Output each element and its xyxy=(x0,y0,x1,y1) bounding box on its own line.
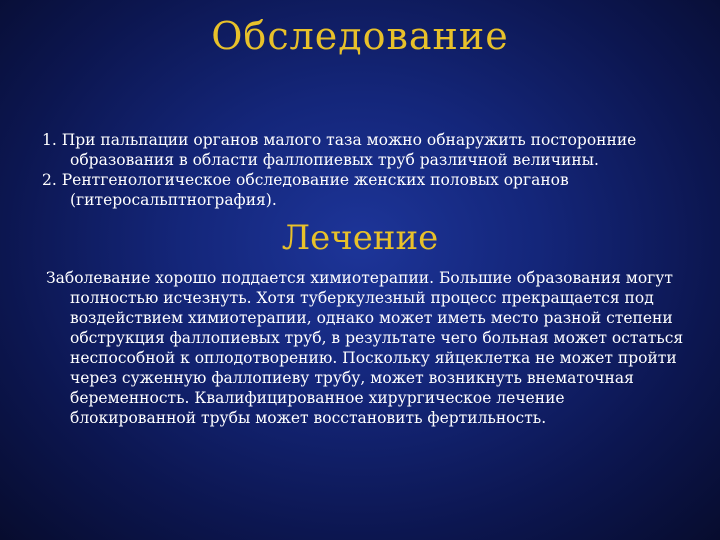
treatment-heading: Лечение xyxy=(281,218,439,258)
examination-list xyxy=(42,130,682,210)
treatment-section xyxy=(46,268,686,428)
treatment-paragraph: Заболевание хорошо поддается химиотерапии. Большие образования могут полностью исчезнуть. Хотя туберкулезный процесс прекращается под воздействием химиотерапии, однако может иметь место разной степени обструкция фаллопиевых труб, в результате чего больная может остаться неспособной к оплодотворению. Поскольку яйцеклетка не может пройти через суженную фаллопиеву трубу, может возникнуть внематочная беременность. Квалифицированное хирургическое лечение блокированной трубы может восстановить фертильность. xyxy=(46,269,684,427)
examination-item-2: 2. Рентгенологическое обследование женских половых органов (гитеросальптнография). xyxy=(42,171,569,209)
slide-title: Обследование xyxy=(211,14,509,58)
examination-item-1: 1. При пальпации органов малого таза можно обнаружить посторонние образования в области фаллопиевых труб различной величины. xyxy=(42,131,637,169)
